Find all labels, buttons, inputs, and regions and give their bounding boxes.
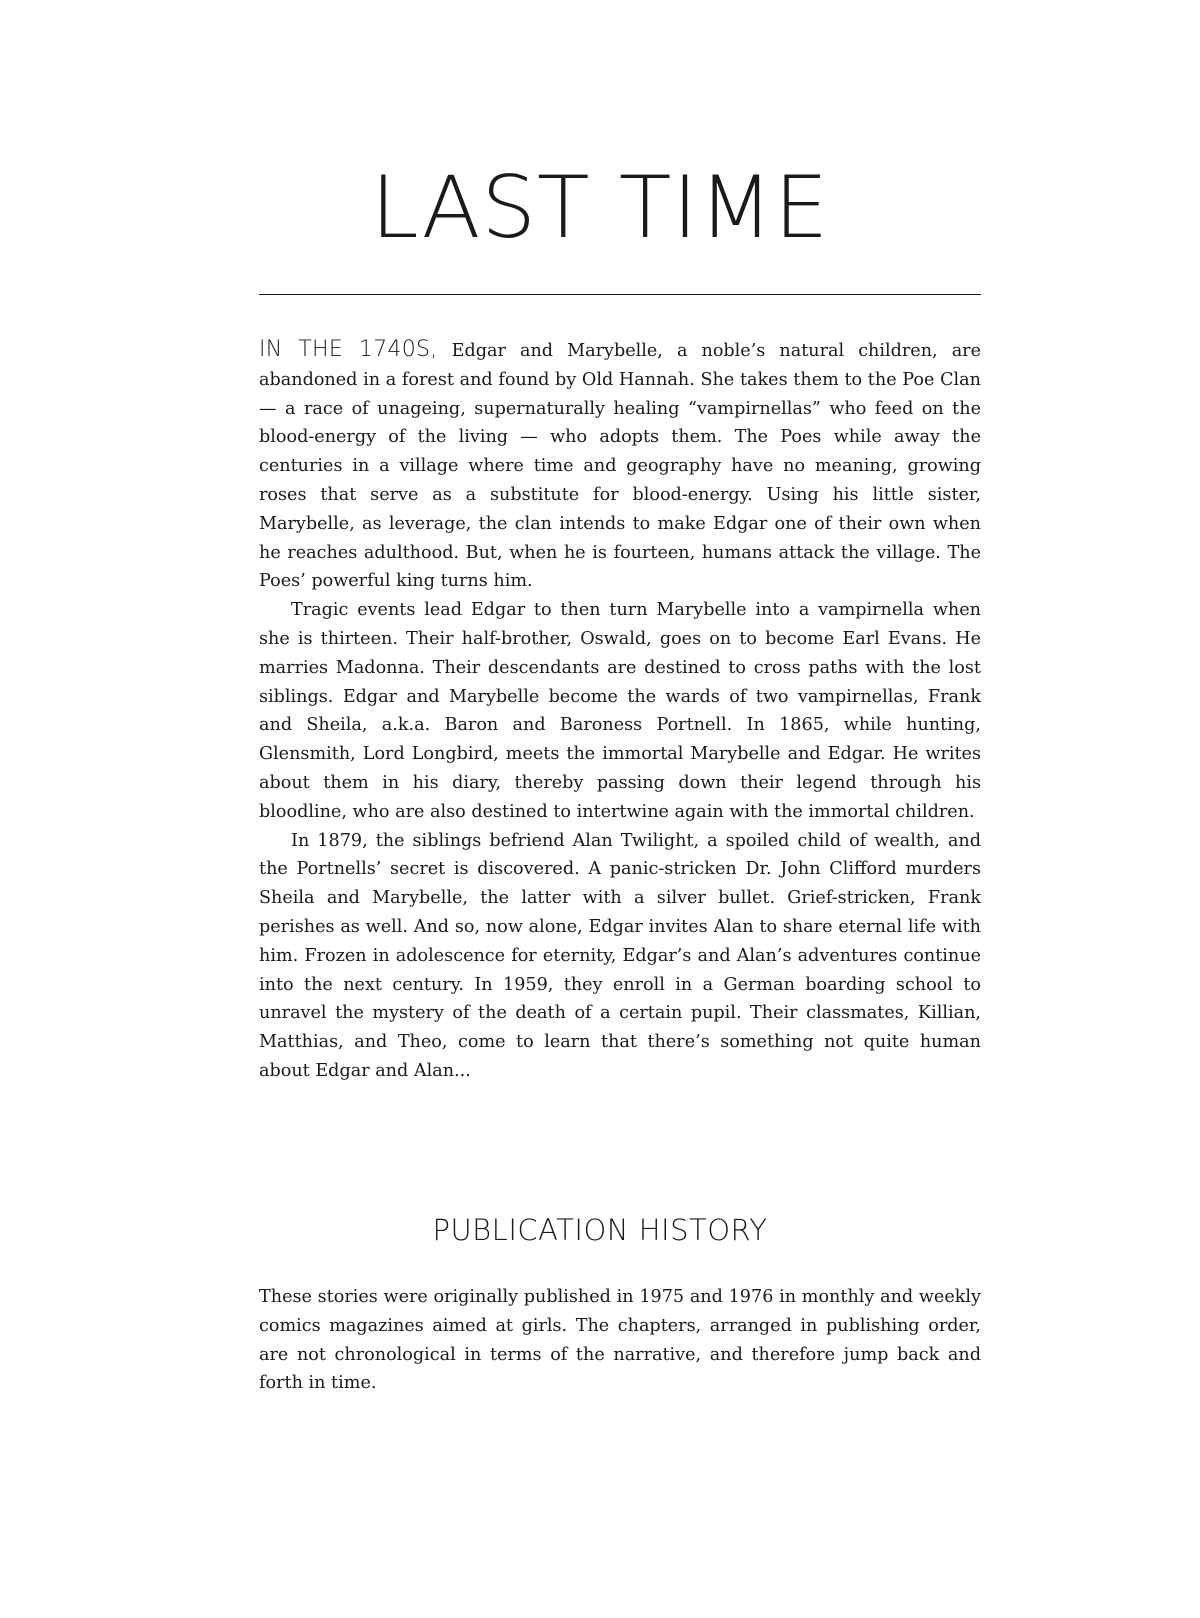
- page-title: LAST TIME: [370, 158, 830, 258]
- publication-history-section: [259, 1283, 981, 1398]
- story-summary: [259, 336, 981, 1086]
- summary-paragraph-2: Tragic events lead Edgar to then turn Marybelle into a vampirnella when she is thirteen. Their half-brother, Oswald, goes on to become Earl Evans. He marries Madonna. Their descendants are destined to cross paths with the lost siblings. Edgar and Marybelle become the wards of two vampirnellas, Frank and Sheila, a.k.a. Baron and Baroness Portnell. In 1865, while hunting, Glensmith, Lord Longbird, meets the immortal Marybelle and Edgar. He writes about them in his diary, thereby passing down their legend through his bloodline, who are also destined to intertwine again with the immortal children.: [259, 600, 981, 822]
- summary-lead-in: IN THE 1740S,: [259, 337, 438, 362]
- title-divider: [259, 294, 981, 295]
- publication-history-text: These stories were originally published in 1975 and 1976 in monthly and weekly comics magazines aimed at girls. The chapters, arranged in publishing order, are not chronological in terms of the narrative, and therefore jump back and forth in time.: [259, 1287, 981, 1394]
- summary-paragraph-1: [259, 336, 981, 596]
- publication-history-heading: PUBLICATION HISTORY: [432, 1213, 768, 1247]
- summary-paragraph-3: In 1879, the siblings befriend Alan Twilight, a spoiled child of wealth, and the Portnells’ secret is discovered. A panic-stricken Dr. John Clifford murders Sheila and Marybelle, the latter with a silver bullet. Grief-stricken, Frank perishes as well. And so, now alone, Edgar invites Alan to share eternal life with him. Frozen in adolescence for eternity, Edgar’s and Alan’s adventures continue into the next century. In 1959, they enroll in a German boarding school to unravel the mystery of the death of a certain pupil. Their classmates, Killian, Matthias, and Theo, come to learn that there’s something not quite human about Edgar and Alan...: [259, 830, 981, 1081]
- summary-paragraph-1-text: Edgar and Marybelle, a noble’s natural children, are abandoned in a forest and found by Old Hannah. She takes them to the Poe Clan — a race of unageing, supernaturally healing “vampirnellas” who feed on the blood-energy of the living — who adopts them. The Poes while away the centuries in a village where time and geography have no meaning, growing roses that serve as a substitute for blood-energy. Using his little sister, Marybelle, as leverage, the clan intends to make Edgar one of their own when he reaches adulthood. But, when he is fourteen, humans attack the village. The Poes’ powerful king turns him.: [259, 341, 981, 592]
